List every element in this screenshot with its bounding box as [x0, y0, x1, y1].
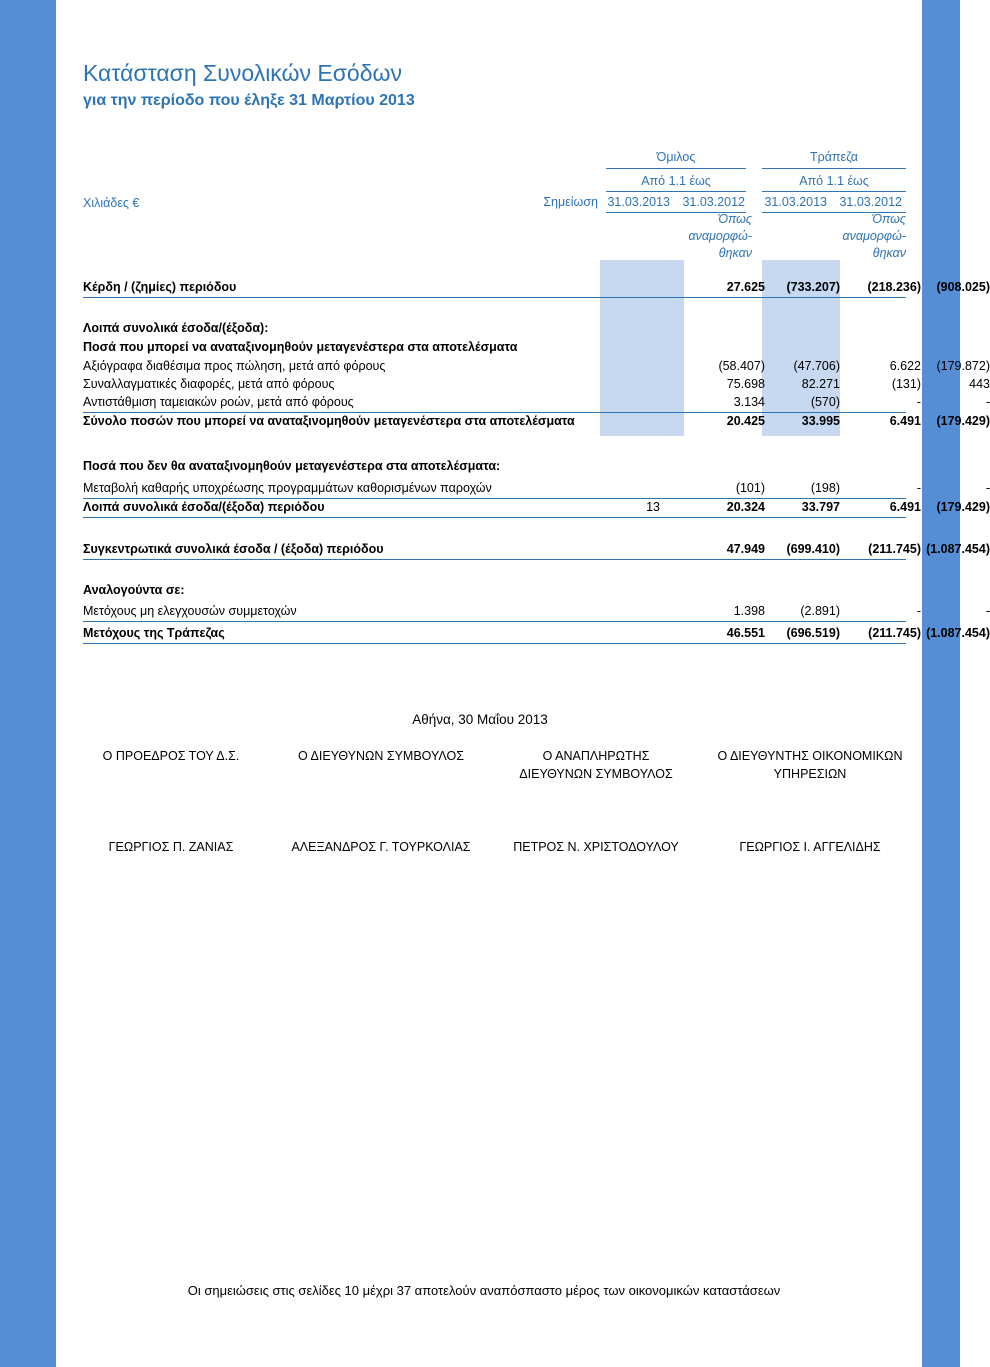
footer-note: Οι σημειώσεις στις σελίδες 10 μέχρι 37 αποτελούν αναπόσπαστο μέρος των οικονομικών καταστάσεων: [187, 1283, 781, 1298]
value-group-2013: 20.425: [726, 414, 765, 428]
value-group-2013: 20.324: [726, 500, 765, 514]
date-group-2013: 31.03.2013: [607, 195, 670, 209]
page-subtitle: για την περίοδο που έληξε 31 Μαρτίου 2013: [83, 92, 415, 109]
signatory-role: [271, 747, 491, 765]
signatory-role: [61, 747, 281, 765]
value-bank-2013: 6.491: [889, 414, 921, 428]
table-row: [83, 279, 990, 298]
signatory-name: ΠΕΤΡΟΣ Ν. ΧΡΙΣΤΟΔΟΥΛΟΥ: [513, 840, 679, 854]
value-bank-2012: (179.429): [936, 500, 990, 514]
value-bank-2013: 6.491: [889, 500, 921, 514]
value-bank-2012: (908.025): [936, 280, 990, 294]
section-heading: [83, 339, 906, 357]
role-line: Ο ΔΙΕΥΘΥΝΤΗΣ ΟΙΚΟΝΟΜΙΚΩΝ: [717, 749, 903, 763]
table-row: [83, 358, 990, 376]
right-decorative-bar: [912, 0, 960, 1367]
value-bank-2012: (179.872): [936, 359, 990, 373]
value-group-2012: (47.706): [793, 359, 840, 373]
value-group-2012: (2.891): [800, 604, 840, 618]
role-line: Ο ΑΝΑΠΛΗΡΩΤΗΣ: [542, 749, 650, 763]
role-line: ΥΠΗΡΕΣΙΩΝ: [773, 767, 847, 781]
row-label: Αναλογούντα σε:: [83, 583, 185, 597]
row-label: Λοιπά συνολικά έσοδα/(έξοδα) περιόδου: [83, 500, 325, 514]
value-bank-2013: (211.745): [868, 626, 921, 640]
row-label: Ποσά που μπορεί να αναταξινομηθούν μεταγενέστερα στα αποτελέσματα: [83, 340, 518, 354]
value-group-2012: (699.410): [786, 542, 840, 556]
value-bank-2013: -: [916, 604, 921, 618]
table-row: [83, 603, 990, 622]
note-column-header: Σημείωση: [543, 195, 598, 209]
row-note: 13: [646, 500, 660, 514]
value-group-2012: 33.995: [801, 414, 840, 428]
value-group-2012: 33.797: [801, 500, 840, 514]
date-group-2012: 31.03.2012: [682, 195, 745, 209]
bank-header-rule: [762, 168, 906, 169]
row-label: Μετόχους της Τράπεζας: [83, 626, 225, 640]
group-period-header: Από 1.1 έως: [641, 174, 711, 188]
row-label: Σύνολο ποσών που μπορεί να αναταξινομηθούν μεταγενέστερα στα αποτελέσματα: [83, 414, 575, 428]
section-heading: [83, 458, 906, 476]
page-title: Κατάσταση Συνολικών Εσόδων: [83, 60, 402, 86]
table-row-total: [83, 541, 990, 560]
table-row-total: [83, 625, 990, 644]
value-bank-2012: (1.087.454): [926, 626, 990, 640]
row-label: Μεταβολή καθαρής υποχρέωσης προγραμμάτων καθορισμένων παροχών: [83, 481, 492, 495]
row-label: Αντιστάθμιση ταμειακών ροών, μετά από φόρους: [83, 395, 354, 409]
value-bank-2013: (218.236): [867, 280, 921, 294]
value-group-2013: (101): [735, 481, 765, 495]
value-group-2013: 3.134: [733, 395, 765, 409]
row-label: Συναλλαγματικές διαφορές, μετά από φόρους: [83, 377, 335, 391]
value-bank-2012: -: [985, 481, 990, 495]
bank-period-header: Από 1.1 έως: [799, 174, 869, 188]
signatory-role: [700, 747, 920, 783]
group-header: Όμιλος: [656, 150, 696, 164]
value-bank-2012: 443: [969, 377, 990, 391]
value-group-2012: (696.519): [786, 626, 840, 640]
bank-header: Τράπεζα: [809, 150, 859, 164]
date-bank-2012: 31.03.2012: [839, 195, 902, 209]
restated-line: Όπως: [872, 212, 906, 226]
value-group-2013: 27.625: [726, 280, 765, 294]
restated-line: αναμορφώ-: [688, 229, 752, 243]
group-period-rule: [606, 191, 746, 192]
table-row-subtotal: [83, 413, 990, 431]
signatory-name: ΓΕΩΡΓΙΟΣ Π. ΖΑΝΙΑΣ: [108, 840, 234, 854]
value-bank-2012: (1.087.454): [926, 542, 990, 556]
value-group-2012: 82.271: [801, 377, 840, 391]
value-bank-2013: 6.622: [889, 359, 921, 373]
group-header-rule: [606, 168, 746, 169]
row-label: Συγκεντρωτικά συνολικά έσοδα / (έξοδα) περιόδου: [83, 542, 384, 556]
table-row-subtotal: [83, 499, 990, 518]
row-label: Κέρδη / (ζημίες) περιόδου: [83, 280, 237, 294]
role-line: Ο ΔΙΕΥΘΥΝΩΝ ΣΥΜΒΟΥΛΟΣ: [298, 749, 464, 763]
value-group-2013: 47.949: [726, 542, 765, 556]
value-group-2012: (570): [810, 395, 840, 409]
signatory-role: [486, 747, 706, 783]
row-label: Αξιόγραφα διαθέσιμα προς πώληση, μετά από φόρους: [83, 359, 386, 373]
place-date: Αθήνα, 30 Μαΐου 2013: [412, 712, 548, 727]
row-label: Μετόχους μη ελεγχουσών συμμετοχών: [83, 604, 297, 618]
row-label: Ποσά που δεν θα αναταξινομηθούν μεταγενέστερα στα αποτελέσματα:: [83, 459, 501, 473]
restated-line: θηκαν: [872, 246, 906, 260]
table-row: [83, 376, 990, 394]
value-group-2012: (198): [810, 481, 840, 495]
role-line: Ο ΠΡΟΕΔΡΟΣ ΤΟΥ Δ.Σ.: [102, 749, 240, 763]
restated-line: θηκαν: [718, 246, 752, 260]
table-row: [83, 480, 990, 499]
value-bank-2013: -: [916, 395, 921, 409]
restated-line: Όπως: [718, 212, 752, 226]
role-line: ΔΙΕΥΘΥΝΩΝ ΣΥΜΒΟΥΛΟΣ: [519, 767, 673, 781]
value-group-2013: 46.551: [726, 626, 765, 640]
value-bank-2013: (131): [891, 377, 921, 391]
bank-restated-note: [838, 211, 906, 262]
restated-line: αναμορφώ-: [842, 229, 906, 243]
value-bank-2013: (211.745): [868, 542, 921, 556]
value-group-2012: (733.207): [786, 280, 840, 294]
row-label: Λοιπά συνολικά έσοδα/(έξοδα):: [83, 321, 269, 335]
value-bank-2012: (179.429): [936, 414, 990, 428]
section-heading: [83, 582, 906, 600]
page-number: 6: [928, 670, 936, 686]
date-bank-2013: 31.03.2013: [764, 195, 827, 209]
currency-label: Χιλιάδες €: [83, 196, 140, 210]
signatory-name: ΓΕΩΡΓΙΟΣ Ι. ΑΓΓΕΛΙΔΗΣ: [739, 840, 881, 854]
value-group-2013: (58.407): [718, 359, 765, 373]
value-bank-2013: -: [916, 481, 921, 495]
value-group-2013: 75.698: [726, 377, 765, 391]
value-bank-2012: -: [985, 604, 990, 618]
section-heading: [83, 320, 906, 338]
value-group-2013: 1.398: [733, 604, 765, 618]
group-restated-note: [684, 211, 752, 262]
value-bank-2012: -: [985, 395, 990, 409]
bank-period-rule: [762, 191, 906, 192]
signatory-name: ΑΛΕΞΑΝΔΡΟΣ Γ. ΤΟΥΡΚΟΛΙΑΣ: [291, 840, 471, 854]
left-decorative-bar: [0, 0, 56, 1367]
table-row: [83, 394, 990, 413]
